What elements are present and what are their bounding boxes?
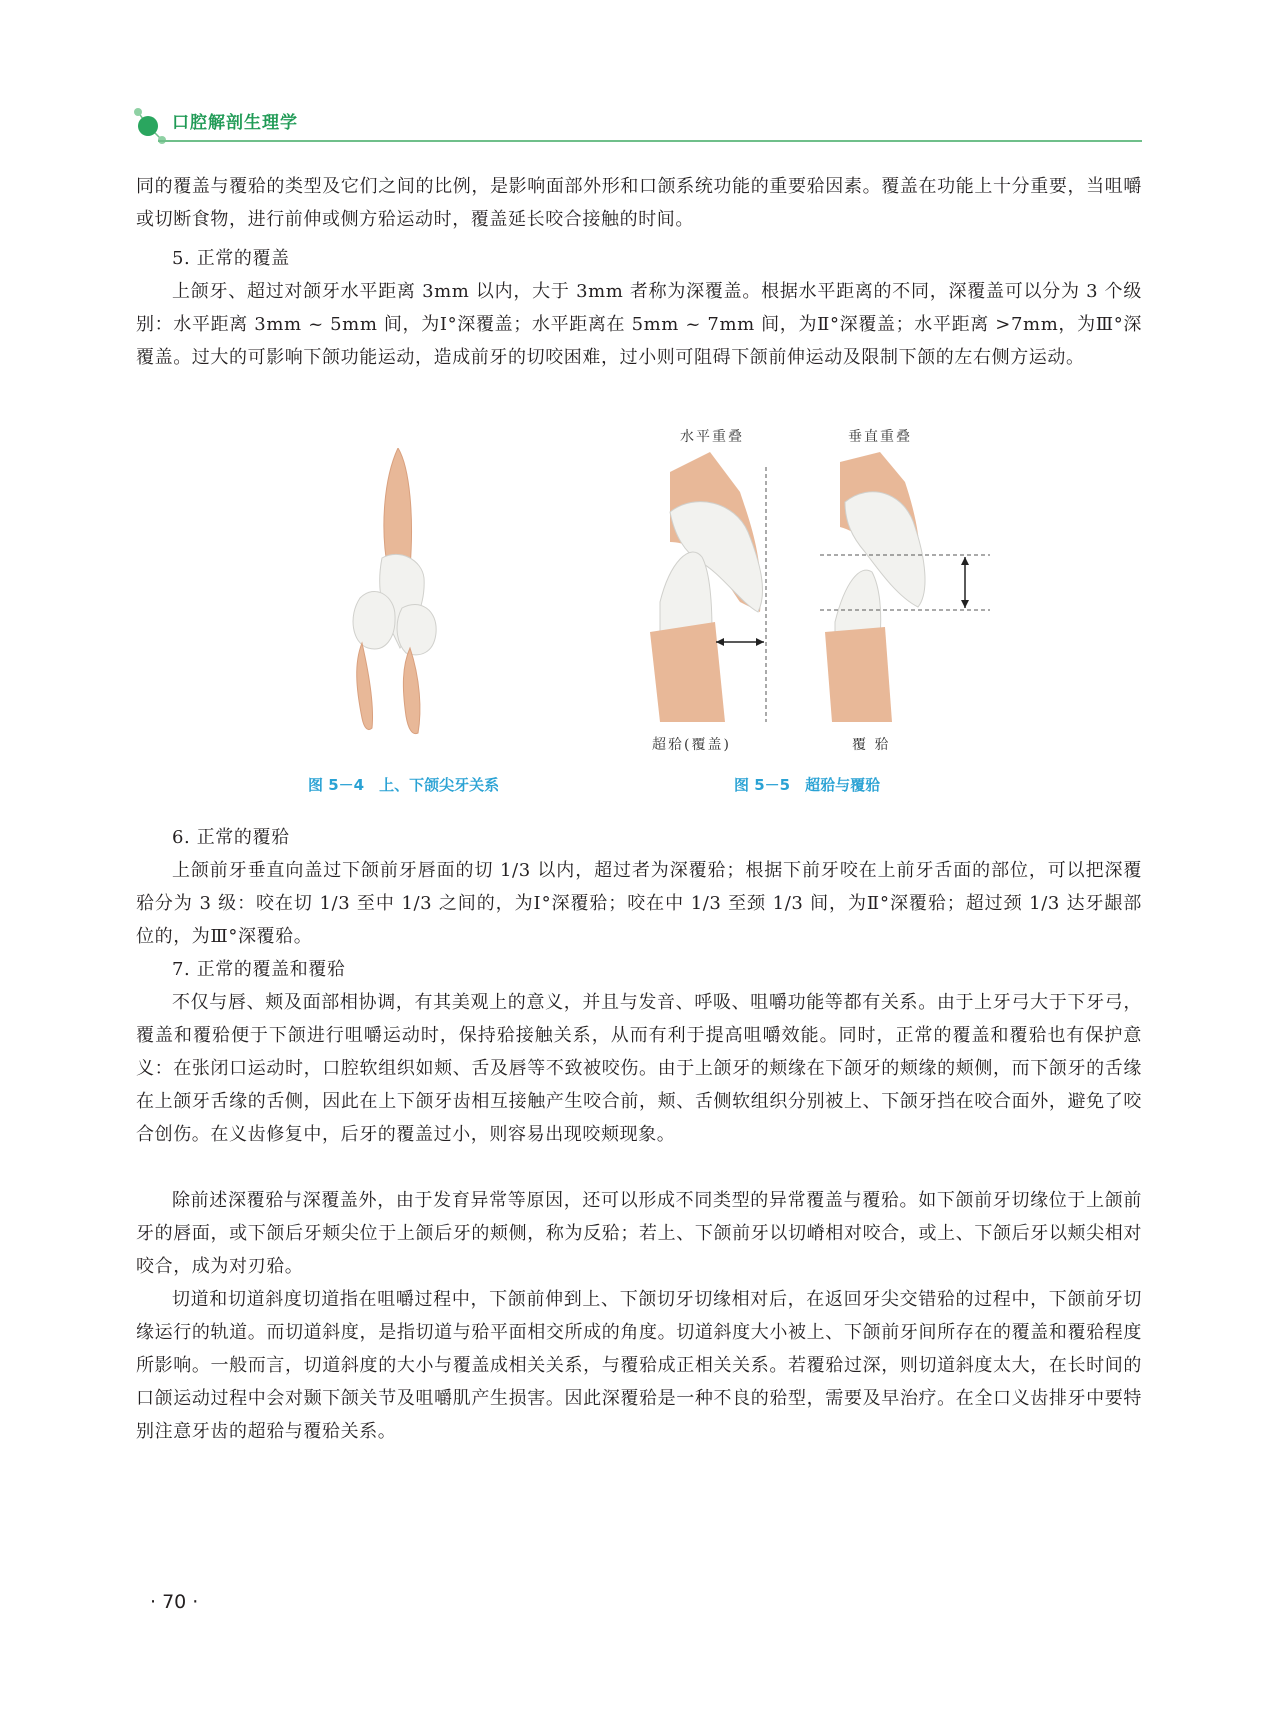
figure-overjet-overbite	[640, 452, 1000, 722]
subheading-normal-overjet: 5. 正常的覆盖	[172, 248, 290, 269]
subheading-normal-overbite: 6. 正常的覆𬌗	[172, 827, 290, 848]
figure-5-4-caption: 图 5－4 上、下颌尖牙关系	[308, 776, 500, 794]
paragraph-overjet-overbite-intro: 同的覆盖与覆𬌗的类型及它们之间的比例，是影响面部外形和口颌系统功能的重要𬌗因素。覆盖在功能上十分重要，当咀嚼或切断食物，进行前伸或侧方𬌗运动时，覆盖延长咬合接触的时间。	[136, 176, 1142, 230]
label-overbite: 覆 𬌗	[852, 737, 891, 753]
page-number: · 70 ·	[150, 1591, 199, 1613]
paragraph-normal-overjet: 上颌牙、超过对颌牙水平距离 3mm 以内，大于 3mm 者称为深覆盖。根据水平距离的不同，深覆盖可以分为 3 个级别：水平距离 3mm ~ 5mm 间，为Ⅰ°深覆盖；水平距离在 5mm ~ 7mm 间，为Ⅱ°深覆盖；水平距离 >7mm，为Ⅲ°深覆盖。过大的可影响下颌功能运动，造成前牙的切咬困难，过小则可阻碍下颌前伸运动及限制下颌的左右侧方运动。	[136, 281, 1142, 368]
paragraph-incisal-guidance: 切道和切道斜度切道指在咀嚼过程中，下颌前伸到上、下颌切牙切缘相对后，在返回牙尖交错𬌗的过程中，下颌前牙切缘运行的轨道。而切道斜度，是指切道与𬌗平面相交所成的角度。切道斜度大小被上、下颌前牙间所存在的覆盖和覆𬌗程度所影响。一般而言，切道斜度的大小与覆盖成相关关系，与覆𬌗成正相关关系。若覆𬌗过深，则切道斜度太大，在长时间的口颌运动过程中会对颞下颌关节及咀嚼肌产生损害。因此深覆𬌗是一种不良的𬌗型，需要及早治疗。在全口义齿排牙中要特别注意牙齿的超𬌗与覆𬌗关系。	[136, 1289, 1142, 1442]
label-horizontal-overlap: 水平重叠	[680, 429, 744, 445]
figure-canine-relation	[340, 448, 480, 738]
paragraph-abnormal-occlusion: 除前述深覆𬌗与深覆盖外，由于发育异常等原因，还可以形成不同类型的异常覆盖与覆𬌗。如下颌前牙切缘位于上颌前牙的唇面，或下颌后牙颊尖位于上颌后牙的颊侧，称为反𬌗；若上、下颌前牙以切嵴相对咬合，或上、下颌后牙以颊尖相对咬合，成为对刃𬌗。	[136, 1190, 1142, 1277]
header-divider	[158, 140, 1142, 142]
running-header	[128, 104, 1142, 150]
subheading-normal-overjet-and-overbite: 7. 正常的覆盖和覆𬌗	[172, 959, 346, 980]
header-title: 口腔解剖生理学	[172, 113, 298, 133]
label-vertical-overlap: 垂直重叠	[848, 429, 912, 445]
label-overjet: 超𬌗(覆盖)	[652, 737, 731, 753]
paragraph-overjet-overbite-function: 不仅与唇、颊及面部相协调，有其美观上的意义，并且与发音、呼吸、咀嚼功能等都有关系。由于上牙弓大于下牙弓，覆盖和覆𬌗便于下颌进行咀嚼运动时，保持𬌗接触关系，从而有利于提高咀嚼效能。同时，正常的覆盖和覆𬌗也有保护意义：在张闭口运动时，口腔软组织如颊、舌及唇等不致被咬伤。由于上颌牙的颊缘在下颌牙的颊缘的颊侧，而下颌牙的舌缘在上颌牙舌缘的舌侧，因此在上下颌牙齿相互接触产生咬合前，颊、舌侧软组织分别被上、下颌牙挡在咬合面外，避免了咬合创伤。在义齿修复中，后牙的覆盖过小，则容易出现咬颊现象。	[136, 992, 1142, 1145]
paragraph-normal-overbite: 上颌前牙垂直向盖过下颌前牙唇面的切 1/3 以内，超过者为深覆𬌗；根据下前牙咬在上前牙舌面的部位，可以把深覆𬌗分为 3 级：咬在切 1/3 至中 1/3 之间的，为Ⅰ°深覆𬌗；咬在中 1/3 至颈 1/3 间，为Ⅱ°深覆𬌗；超过颈 1/3 达牙龈部位的，为Ⅲ°深覆𬌗。	[136, 860, 1142, 947]
figure-5-5-caption: 图 5－5 超𬌗与覆𬌗	[734, 776, 881, 794]
